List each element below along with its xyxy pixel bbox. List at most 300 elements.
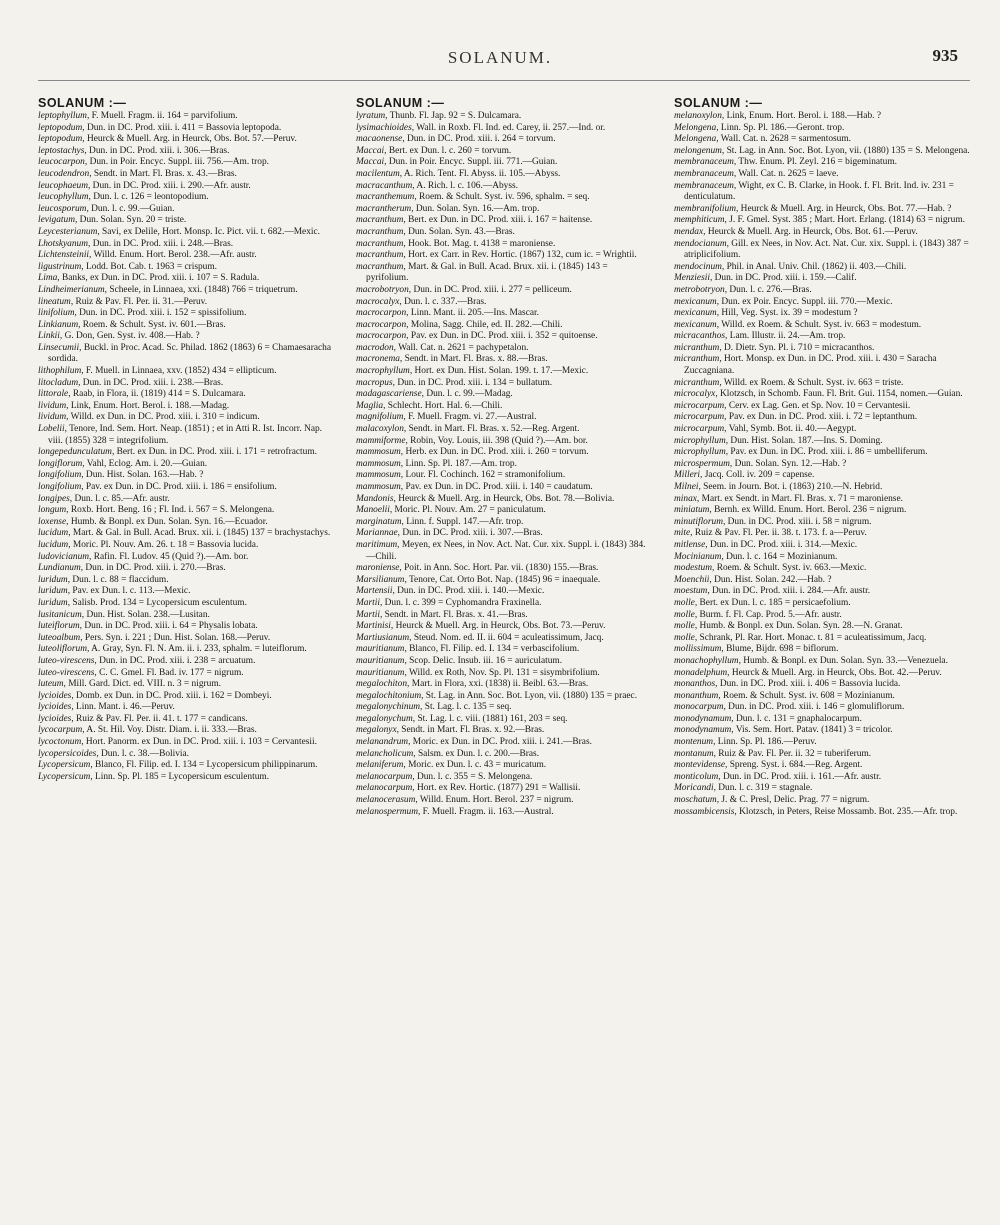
taxon-name: megalonychinum	[356, 702, 421, 713]
taxon-name: Menziesii	[674, 273, 710, 284]
index-entry: lycopersicoides, Dun. l. c. 38.—Bolivia.	[38, 748, 190, 759]
index-entry: madagascariense, Dun. l. c. 99.—Madag.	[356, 389, 513, 400]
index-entry: membranaceum, Wall. Cat. n. 2625 = laeve.	[674, 168, 839, 179]
taxon-name: lineatum	[38, 296, 71, 307]
index-entry: membranifolium, Heurck & Muell. Arg. in Heurck, Obs. Bot. 77.—Hab. ?	[674, 203, 952, 214]
index-entry: membranaceum, Wight, ex C. B. Clarke, in Hook. f. Fl. Brit. Ind. iv. 231 = denticulatum.	[674, 180, 954, 203]
taxon-name: macranthum	[356, 261, 404, 272]
taxon-name: melaniferum	[356, 760, 404, 771]
taxon-name: melanocarpum	[356, 783, 413, 794]
taxon-name: Lhotskyanum	[38, 238, 88, 249]
taxon-name: maritimum	[356, 539, 398, 550]
index-entry: lycocarpum, A. St. Hil. Voy. Distr. Diam. i. ii. 333.—Bras.	[38, 725, 257, 736]
taxon-name: macranthum	[356, 238, 404, 249]
taxon-name: Moricandi	[674, 783, 714, 794]
index-entry: minax, Mart. ex Sendt. in Mart. Fl. Bras. x. 71 = maroniense.	[674, 493, 903, 504]
index-entry: monocarpum, Dun. in DC. Prod. xiii. i. 146 = glomuliflorum.	[674, 702, 905, 713]
taxon-name: megalonyx	[356, 725, 397, 736]
index-entry: Maglia, Schlecht. Hort. Hal. 6.—Chili.	[356, 400, 503, 411]
column-2	[356, 96, 652, 1196]
index-entry: melancholicum, Salsm. ex Dun. l. c. 200.—Bras.	[356, 748, 540, 759]
index-entry: monadelphum, Heurck & Muell. Arg. in Heurck, Obs. Bot. 42.—Peruv.	[674, 667, 942, 678]
index-entry: luridum, Salisb. Prod. 134 = Lycopersicum esculentum.	[38, 597, 247, 608]
taxon-name: mitlense	[674, 539, 706, 550]
taxon-name: Milleri	[674, 470, 701, 481]
taxon-name: malacoxylon	[356, 424, 404, 435]
taxon-name: Maglia	[356, 400, 384, 411]
taxon-name: macropus	[356, 377, 393, 388]
taxon-name: mammosum	[356, 470, 401, 481]
index-entry: Linkii, G. Don, Gen. Syst. iv. 408.—Hab. ?	[38, 331, 200, 342]
index-entry: mammosum, Herb. ex Dun. in DC. Prod. xiii. i. 260 = torvum.	[356, 447, 589, 458]
entry-list	[674, 111, 970, 818]
index-entry: monachophyllum, Humb. & Bonpl. ex Dun. Solan. Syn. 33.—Venezuela.	[674, 655, 948, 666]
taxon-name: luteo-virescens	[38, 655, 95, 666]
taxon-name: Martinisi	[356, 621, 391, 632]
taxon-name: longifolium	[38, 470, 82, 481]
taxon-name: Maccai	[356, 145, 385, 156]
taxon-name: lucidum	[38, 528, 69, 539]
taxon-name: miniatum	[674, 505, 710, 516]
index-entry: lucidum, Moric. Pl. Nouv. Am. 26. t. 18 = Bassovia lucida.	[38, 539, 259, 550]
taxon-name: Linkianum	[38, 319, 79, 330]
page-number: 935	[932, 46, 958, 65]
index-entry: Maccai, Bert. ex Dun. l. c. 260 = torvum.	[356, 145, 512, 156]
taxon-name: Melongena	[674, 134, 717, 145]
taxon-name: lithophilum	[38, 366, 82, 377]
index-entry: microphyllum, Dun. Hist. Solan. 187.—Ins. S. Doming.	[674, 435, 883, 446]
taxon-name: luteiflorum	[38, 621, 80, 632]
taxon-name: leptopodum	[38, 122, 83, 133]
taxon-name: minutiflorum	[674, 516, 723, 527]
taxon-name: maroniense	[356, 563, 400, 574]
taxon-name: mauritianum	[356, 655, 405, 666]
taxon-name: modestum	[674, 563, 713, 574]
taxon-name: Lobelii	[38, 424, 65, 435]
index-entry: Marsilianum, Tenore, Cat. Orto Bot. Nap. (1845) 96 = inaequale.	[356, 574, 601, 585]
index-entry: microcarpum, Vahl, Symb. Bot. ii. 40.—Aegypt.	[674, 424, 857, 435]
index-entry: Melongena, Linn. Sp. Pl. 186.—Geront. trop.	[674, 122, 845, 133]
index-entry: micracanthos, Lam. Illustr. ii. 24.—Am. trop.	[674, 331, 846, 342]
index-entry: macaonense, Dun. in DC. Prod. xiii. i. 264 = torvum.	[356, 134, 556, 145]
index-entry: luridum, Dun. l. c. 88 = flaccidum.	[38, 574, 169, 585]
index-entry: lucidum, Mart. & Gal. in Bull. Acad. Brux. xii. i. (1845) 137 = brachystachys.	[38, 528, 331, 539]
taxon-name: lyratum	[356, 111, 386, 121]
index-entry: leptopodum, Dun. in DC. Prod. xiii. i. 411 = Bassovia leptopoda.	[38, 122, 282, 133]
index-entry: Linkianum, Roem. & Schult. Syst. iv. 601.—Bras.	[38, 319, 226, 330]
index-entry: luteo-virescens, Dun. in DC. Prod. xiii. i. 238 = arcuatum.	[38, 655, 256, 666]
index-entry: marginatum, Linn. f. Suppl. 147.—Afr. trop.	[356, 516, 524, 527]
taxon-name: luridum	[38, 586, 68, 597]
index-entry: macranthum, Dun. Solan. Syn. 43.—Bras.	[356, 226, 515, 237]
index-entry: longifolium, Dun. Hist. Solan. 163.—Hab. ?	[38, 470, 204, 481]
taxon-name: moestum	[674, 586, 708, 597]
index-entry: melanoxylon, Link, Enum. Hort. Berol. i. 188.—Hab. ?	[674, 111, 881, 121]
taxon-name: molle	[674, 609, 695, 620]
taxon-name: linifolium	[38, 308, 75, 319]
index-entry: loxense, Humb. & Bonpl. ex Dun. Solan. Syn. 16.—Ecuador.	[38, 516, 268, 527]
index-entry: moestum, Dun. in DC. Prod. xiii. i. 284.—Afr. austr.	[674, 586, 871, 597]
taxon-name: magnifolium	[356, 412, 404, 423]
taxon-name: Leycesterianum	[38, 226, 98, 237]
taxon-name: megalonychum	[356, 713, 413, 724]
index-entry: miniatum, Bernh. ex Willd. Enum. Hort. Berol. 236 = nigrum.	[674, 505, 907, 516]
index-entry: monodynamum, Vis. Sem. Hort. Patav. (1841) 3 = tricolor.	[674, 725, 893, 736]
index-entry: mexicanum, Dun. ex Poir. Encyc. Suppl. iii. 770.—Mexic.	[674, 296, 893, 307]
taxon-name: monachophyllum	[674, 655, 739, 666]
index-entry: Manoelii, Moric. Pl. Nouv. Am. 27 = paniculatum.	[356, 505, 546, 516]
index-entry: Milnei, Seem. in Journ. Bot. i. (1863) 210.—N. Hebrid.	[674, 482, 883, 492]
taxon-name: lycoctonum	[38, 737, 82, 748]
index-entry: mammosum, Lour. Fl. Cochinch. 162 = stramonifolium.	[356, 470, 566, 481]
taxon-name: macrocarpon	[356, 319, 407, 330]
index-entry: leucosporum, Dun. l. c. 99.—Guian.	[38, 203, 175, 214]
index-entry: monanthos, Dun. in DC. Prod. xiii. i. 406 = Bassovia lucida.	[674, 679, 901, 690]
taxon-name: leucophaeum	[38, 180, 88, 191]
taxon-name: monocarpum	[674, 702, 724, 713]
index-entry: microphyllum, Pav. ex Dun. in DC. Prod. xiii. i. 86 = umbelliferum.	[674, 447, 928, 458]
taxon-name: microcalyx	[674, 389, 716, 400]
index-entry: Mocinianum, Dun. l. c. 164 = Mozinianum.	[674, 551, 838, 562]
index-entry: Lima, Banks, ex Dun. in DC. Prod. xiii. i. 107 = S. Radula.	[38, 273, 260, 284]
index-entry: mauritianum, Blanco, Fl. Filip. ed. I. 134 = verbascifolium.	[356, 644, 580, 655]
index-entry: lyratum, Thunb. Fl. Jap. 92 = S. Dulcamara.	[356, 111, 522, 121]
taxon-name: Marsilianum	[356, 574, 405, 585]
taxon-name: memphiticum	[674, 215, 725, 226]
index-entry: Mariannae, Dun. in DC. Prod. xiii. i. 307.—Bras.	[356, 528, 543, 539]
index-entry: Martii, Sendt. in Mart. Fl. Bras. x. 41.—Bras.	[356, 609, 528, 620]
taxon-name: Moenchii	[674, 574, 710, 585]
taxon-name: microcarpum	[674, 424, 725, 435]
taxon-name: mexicanum	[674, 319, 717, 330]
taxon-name: mammosum	[356, 482, 401, 492]
taxon-name: metrobotryon	[674, 284, 725, 295]
taxon-name: luteum	[38, 679, 64, 690]
taxon-name: marginatum	[356, 516, 402, 527]
index-entry: molle, Schrank, Pl. Rar. Hort. Monac. t. 81 = aculeatissimum, Jacq.	[674, 632, 927, 643]
index-entry: megalonychinum, St. Lag. l. c. 135 = seq.	[356, 702, 512, 713]
index-entry: macranthum, Hook. Bot. Mag. t. 4138 = maroniense.	[356, 238, 556, 249]
taxon-name: molle	[674, 597, 695, 608]
index-entry: mendocianum, Gill. ex Nees, in Nov. Act. Nat. Cur. xix. Suppl. i. (1843) 387 = atriplicifolium.	[674, 238, 969, 261]
index-entry: mammosum, Pav. ex Dun. in DC. Prod. xiii. i. 140 = caudatum.	[356, 482, 593, 492]
taxon-name: micranthum	[674, 342, 720, 353]
index-entry: mauritianum, Scop. Delic. Insub. iii. 16 = auriculatum.	[356, 655, 563, 666]
taxon-name: mammosum	[356, 447, 401, 458]
index-entry: lycioides, Ruiz & Pav. Fl. Per. ii. 41. t. 177 = candicans.	[38, 713, 248, 724]
taxon-name: mauritianum	[356, 644, 405, 655]
taxon-name: leucocarpon	[38, 157, 85, 168]
index-entry: macrocarpon, Linn. Mant. ii. 205.—Ins. Mascar.	[356, 308, 539, 319]
index-entry: metrobotryon, Dun. l. c. 276.—Bras.	[674, 284, 812, 295]
index-entry: leptopodum, Heurck & Muell. Arg. in Heurck, Obs. Bot. 57.—Peruv.	[38, 134, 297, 145]
index-entry: lycoctonum, Hort. Panorm. ex Dun. in DC. Prod. xiii. i. 103 = Cervantesii.	[38, 737, 317, 748]
taxon-name: macrophyllum	[356, 366, 410, 377]
taxon-name: micranthum	[674, 354, 720, 365]
index-entry: macropus, Dun. in DC. Prod. xiii. i. 134 = bullatum.	[356, 377, 553, 388]
taxon-name: mendocinum	[674, 261, 722, 272]
index-entry: luridum, Pav. ex Dun. l. c. 113.—Mexic.	[38, 586, 191, 597]
taxon-name: lycioides	[38, 690, 72, 701]
index-entry: mexicanum, Hill, Veg. Syst. ix. 39 = modestum ?	[674, 308, 858, 319]
index-entry: Mandonis, Heurck & Muell. Arg. in Heurck, Obs. Bot. 78.—Bolivia.	[356, 493, 615, 504]
index-entry: Lhotskyanum, Dun. in DC. Prod. xiii. i. 248.—Bras.	[38, 238, 234, 249]
taxon-name: montenum	[674, 737, 714, 748]
index-entry: macrantherum, Dun. Solan. Syn. 16.—Am. trop.	[356, 203, 540, 214]
taxon-name: Lindheimerianum	[38, 284, 105, 295]
index-entry: macranthum, Hort. ex Carr. in Rev. Hortic. (1867) 132, cum ic. = Wrightii.	[356, 250, 637, 261]
taxon-name: lycocarpum	[38, 725, 83, 736]
index-entry: luteoalbum, Pers. Syn. i. 221 ; Dun. Hist. Solan. 168.—Peruv.	[38, 632, 271, 643]
index-entry: Lundianum, Dun. in DC. Prod. xiii. i. 270.—Bras.	[38, 563, 226, 574]
column-heading: SOLANUM :—	[674, 96, 763, 110]
index-entry: macranthemum, Roem. & Schult. Syst. iv. 596, sphalm. = seq.	[356, 192, 590, 203]
taxon-name: monticolum	[674, 771, 719, 782]
index-entry: megalonyx, Sendt. in Mart. Fl. Bras. x. 92.—Bras.	[356, 725, 545, 736]
taxon-name: luridum	[38, 597, 68, 608]
taxon-name: macronema	[356, 354, 400, 365]
index-entry: molle, Burm. f. Fl. Cap. Prod. 5.—Afr. austr.	[674, 609, 842, 620]
index-entry: mammiforme, Robin, Voy. Louis, iii. 398 (Quid ?).—Am. bor.	[356, 435, 588, 446]
index-entry: Leycesterianum, Savi, ex Delile, Hort. Monsp. Ic. Pict. vii. t. 682.—Mexic.	[38, 226, 320, 237]
index-entry: micranthum, Hort. Monsp. ex Dun. in DC. Prod. xiii. i. 430 = Saracha Zuccagniana.	[674, 354, 937, 377]
taxon-name: mendax	[674, 226, 704, 237]
running-title: SOLANUM.	[447, 48, 553, 67]
taxon-name: leucodendron	[38, 168, 90, 179]
taxon-name: leucosporum	[38, 203, 87, 214]
taxon-name: leucophyllum	[38, 192, 89, 203]
index-entry: Menziesii, Dun. in DC. Prod. xiii. i. 159.—Calif.	[674, 273, 857, 284]
index-entry: microspermum, Dun. Solan. Syn. 12.—Hab. ?	[674, 458, 847, 469]
index-entry: luteum, Mill. Gard. Dict. ed. VIII. n. 3 = nigrum.	[38, 679, 221, 690]
taxon-name: megalochitonium	[356, 690, 422, 701]
taxon-name: mexicanum	[674, 296, 717, 307]
taxon-name: monanthum	[674, 690, 719, 701]
index-entry: longifolium, Pav. ex Dun. in DC. Prod. xiii. i. 186 = ensifolium.	[38, 482, 277, 492]
taxon-name: microcarpum	[674, 400, 725, 411]
taxon-name: micranthum	[674, 377, 720, 388]
column-1	[38, 96, 334, 1196]
index-entry: mitlense, Dun. in DC. Prod. xiii. i. 314.—Mexic.	[674, 539, 858, 550]
column-3	[674, 96, 970, 1196]
taxon-name: monodynamum	[674, 725, 732, 736]
taxon-name: luteoliflorum	[38, 644, 87, 655]
index-entry: megalonychum, St. Lag. l. c. viii. (1881) 161, 203 = seq.	[356, 713, 568, 724]
index-entry: luteiflorum, Dun. in DC. Prod. xiii. i. 64 = Physalis lobata.	[38, 621, 258, 632]
taxon-name: Martensii	[356, 586, 393, 597]
taxon-name: ligustrinum	[38, 261, 82, 272]
taxon-name: litocladum	[38, 377, 79, 388]
index-entry: modestum, Roem. & Schult. Syst. iv. 663.—Mexic.	[674, 563, 867, 574]
index-entry: lividum, Link, Enum. Hort. Berol. i. 188.—Madag.	[38, 400, 230, 411]
index-entry: lineatum, Ruiz & Pav. Fl. Per. ii. 31.—Peruv.	[38, 296, 208, 307]
index-entry: Lichtensteinii, Willd. Enum. Hort. Berol. 238.—Afr. austr.	[38, 250, 257, 261]
taxon-name: minax	[674, 493, 697, 504]
index-entry: litocladum, Dun. in DC. Prod. xiii. i. 238.—Bras.	[38, 377, 224, 388]
taxon-name: Martiusianum	[356, 632, 410, 643]
taxon-name: micracanthos	[674, 331, 726, 342]
index-entry: monodynamum, Dun. l. c. 131 = gnaphalocarpum.	[674, 713, 862, 724]
taxon-name: mexicanum	[674, 308, 717, 319]
index-entry: Moricandi, Dun. l. c. 319 = stagnale.	[674, 783, 813, 794]
taxon-name: leptophyllum	[38, 111, 87, 121]
index-entry: mendax, Heurck & Muell. Arg. in Heurck, Obs. Bot. 61.—Peruv.	[674, 226, 918, 237]
taxon-name: macrocarpon	[356, 308, 407, 319]
index-entry: megalochiton, Mart. in Flora, xxi. (1838) ii. Beibl. 63.—Bras.	[356, 679, 589, 690]
taxon-name: molle	[674, 621, 695, 632]
index-entry: macilentum, A. Rich. Tent. Fl. Abyss. ii. 105.—Abyss.	[356, 168, 561, 179]
taxon-name: levigatum	[38, 215, 75, 226]
taxon-name: macaonense	[356, 134, 403, 145]
taxon-name: littorale	[38, 389, 69, 400]
index-entry: molle, Humb. & Bonpl. ex Dun. Solan. Syn. 28.—N. Granat.	[674, 621, 903, 632]
taxon-name: luteo-virescens	[38, 667, 95, 678]
taxon-name: membranifolium	[674, 203, 736, 214]
taxon-name: macrantherum	[356, 203, 412, 214]
taxon-name: ludovicianum	[38, 551, 90, 562]
taxon-name: macranthemum	[356, 192, 415, 203]
taxon-name: Maccai	[356, 157, 385, 168]
index-entry: monticolum, Dun. in DC. Prod. xiii. i. 161.—Afr. austr.	[674, 771, 882, 782]
index-entry: lycioides, Domb. ex Dun. in DC. Prod. xiii. i. 162 = Dombeyi.	[38, 690, 272, 701]
index-entry: melanocerasum, Willd. Enum. Hort. Berol. 237 = nigrum.	[356, 795, 574, 806]
taxon-name: lycioides	[38, 702, 72, 713]
index-entry: maroniense, Poit. in Ann. Soc. Hort. Par. vii. (1830) 155.—Bras.	[356, 563, 599, 574]
taxon-name: melanandrum	[356, 737, 409, 748]
taxon-name: Manoelii	[356, 505, 390, 516]
index-entry: levigatum, Dun. Solan. Syn. 20 = triste.	[38, 215, 187, 226]
index-entry: macrocalyx, Dun. l. c. 337.—Bras.	[356, 296, 487, 307]
index-entry: montevidense, Spreng. Syst. i. 684.—Reg. Argent.	[674, 760, 863, 771]
index-entry: microcarpum, Pav. ex Dun. in DC. Prod. xiii. i. 72 = leptanthum.	[674, 412, 918, 423]
index-entry: ligustrinum, Lodd. Bot. Cab. t. 1963 = crispum.	[38, 261, 217, 272]
index-entry: macrocarpon, Pav. ex Dun. in DC. Prod. xiii. i. 352 = quitoense.	[356, 331, 598, 342]
taxon-name: macranthum	[356, 226, 404, 237]
taxon-name: membranaceum	[674, 157, 734, 168]
entry-list	[356, 111, 652, 818]
index-entry: megalochitonium, St. Lag. in Ann. Soc. Bot. Lyon, vii. (1880) 135 = praec.	[356, 690, 638, 701]
taxon-name: loxense	[38, 516, 67, 527]
taxon-name: lucidum	[38, 539, 69, 550]
index-entry: leptophyllum, F. Muell. Fragm. ii. 164 = parvifolium.	[38, 111, 238, 121]
index-entry: Lycopersicum, Linn. Sp. Pl. 185 = Lycopersicum esculentum.	[38, 771, 270, 782]
taxon-name: mauritianum	[356, 667, 405, 678]
index-entry: Martinisi, Heurck & Muell. Arg. in Heurck, Obs. Bot. 73.—Peruv.	[356, 621, 606, 632]
index-entry: mollissimum, Blume, Bijdr. 698 = biflorum.	[674, 644, 839, 655]
taxon-name: melongenum	[674, 145, 722, 156]
taxon-name: luridum	[38, 574, 68, 585]
taxon-name: megalochiton	[356, 679, 408, 690]
index-entry: macrocarpon, Molina, Sagg. Chile, ed. II. 282.—Chili.	[356, 319, 563, 330]
index-entry: macranthum, Bert. ex Dun. in DC. Prod. xiii. i. 167 = haitense.	[356, 215, 593, 226]
index-entry: leptostachys, Dun. in DC. Prod. xiii. i. 306.—Bras.	[38, 145, 230, 156]
taxon-name: Lycopersicum	[38, 771, 91, 782]
index-entry: melaniferum, Moric. ex Dun. l. c. 43 = muricatum.	[356, 760, 547, 771]
taxon-name: montanum	[674, 748, 714, 759]
index-entry: Martii, Dun. l. c. 399 = Cyphomandra Fraxinella.	[356, 597, 542, 608]
index-entry: monanthum, Roem. & Schult. Syst. iv. 608 = Mozinianum.	[674, 690, 895, 701]
taxon-name: macranthum	[356, 250, 404, 261]
taxon-name: macracanthum	[356, 180, 413, 191]
taxon-name: macrobotryon	[356, 284, 409, 295]
index-entry: mossambicensis, Klotzsch, in Peters, Reise Mossamb. Bot. 235.—Afr. trop.	[674, 806, 958, 817]
taxon-name: Lima	[38, 273, 58, 284]
index-entry: melongenum, St. Lag. in Ann. Soc. Bot. Lyon, vii. (1880) 135 = S. Melongena.	[674, 145, 970, 156]
index-entry: leucophyllum, Dun. l. c. 126 = leontopodium.	[38, 192, 209, 203]
index-entry: mendocinum, Phil. in Anal. Univ. Chil. (1862) ii. 403.—Chili.	[674, 261, 907, 272]
taxon-name: mammosum	[356, 458, 401, 469]
taxon-name: Lycopersicum	[38, 760, 91, 771]
index-entry: longepedunculatum, Bert. ex Dun. in DC. Prod. xiii. i. 171 = retrofractum.	[38, 447, 317, 458]
index-entry: maritimum, Meyen, ex Nees, in Nov. Act. Nat. Cur. xix. Suppl. i. (1843) 384.—Chili.	[356, 539, 646, 562]
index-entry: microcarpum, Cerv. ex Lag. Gen. et Sp. Nov. 10 = Cervantesii.	[674, 400, 911, 411]
taxon-name: longipes	[38, 493, 70, 504]
index-entry: Milleri, Jacq. Coll. iv. 209 = capense.	[674, 470, 815, 481]
index-entry: macranthum, Mart. & Gal. in Bull. Acad. Brux. xii. i. (1845) 143 = pyrifolium.	[356, 261, 608, 284]
index-entry: moschatum, J. & C. Presl, Delic. Prag. 77 = nigrum.	[674, 795, 870, 806]
index-entry: ludovicianum, Rafin. Fl. Ludov. 45 (Quid ?).—Am. bor.	[38, 551, 249, 562]
taxon-name: melancholicum	[356, 748, 414, 759]
index-entry: mauritianum, Willd. ex Roth, Nov. Sp. Pl. 131 = sisymbrifolium.	[356, 667, 600, 678]
index-entry: leucocarpon, Dun. in Poir. Encyc. Suppl. iii. 756.—Am. trop.	[38, 157, 269, 168]
index-entry: leucophaeum, Dun. in DC. Prod. xiii. i. 290.—Afr. austr.	[38, 180, 251, 191]
taxon-name: longiflorum	[38, 458, 83, 469]
taxon-name: mollissimum	[674, 644, 722, 655]
taxon-name: lycopersicoides	[38, 748, 97, 759]
index-entry: melanospermum, F. Muell. Fragm. ii. 163.—Austral.	[356, 806, 554, 817]
index-entry: mammosum, Linn. Sp. Pl. 187.—Am. trop.	[356, 458, 517, 469]
index-entry: memphiticum, J. F. Gmel. Syst. 385 ; Mart. Hort. Erlang. (1814) 63 = nigrum.	[674, 215, 965, 226]
taxon-name: longifolium	[38, 482, 82, 492]
index-entry: macrophyllum, Hort. ex Dun. Hist. Solan. 199. t. 17.—Mexic.	[356, 366, 589, 377]
index-entry: membranaceum, Thw. Enum. Pl. Zeyl. 216 = bigeminatum.	[674, 157, 897, 168]
index-entry: Martiusianum, Steud. Nom. ed. II. ii. 604 = aculeatissimum, Jacq.	[356, 632, 604, 643]
column-heading: SOLANUM :—	[38, 96, 127, 110]
taxon-name: melanocerasum	[356, 795, 416, 806]
index-entry: montanum, Ruiz & Pav. Fl. Per. ii. 32 = tuberiferum.	[674, 748, 872, 759]
index-entry: melanocarpum, Hort. ex Rev. Hortic. (1877) 291 = Wallisii.	[356, 783, 581, 794]
index-entry: Lycopersicum, Blanco, Fl. Filip. ed. I. 134 = Lycopersicum philippinarum.	[38, 760, 318, 771]
taxon-name: melanospermum	[356, 806, 418, 817]
taxon-name: Martii	[356, 597, 380, 608]
index-entry: Lindheimerianum, Scheele, in Linnaea, xxi. (1848) 766 = triquetrum.	[38, 284, 298, 295]
column-heading: SOLANUM :—	[356, 96, 445, 110]
index-entry: melanandrum, Moric. ex Dun. in DC. Prod. xiii. i. 241.—Bras.	[356, 737, 592, 748]
index-entry: Linsecumii, Buckl. in Proc. Acad. Sc. Philad. 1862 (1863) 6 = Chamaesaracha sordida.	[38, 342, 332, 365]
index-entry: luteoliflorum, A. Gray, Syn. Fl. N. Am. ii. i. 233, sphalm. = luteiflorum.	[38, 644, 307, 655]
taxon-name: mammiforme	[356, 435, 406, 446]
index-entry: lysimachioides, Wall. in Roxb. Fl. Ind. ed. Carey, ii. 257.—Ind. or.	[356, 122, 606, 133]
taxon-name: montevidense	[674, 760, 726, 771]
taxon-name: Mocinianum	[674, 551, 722, 562]
index-entry: lithophilum, F. Muell. in Linnaea, xxv. (1852) 434 = ellipticum.	[38, 366, 277, 377]
taxon-name: madagascariense	[356, 389, 422, 400]
taxon-name: lysimachioides	[356, 122, 412, 133]
index-entry: macrobotryon, Dun. in DC. Prod. xiii. i. 277 = pelliceum.	[356, 284, 572, 295]
index-entry: Moenchii, Dun. Hist. Solan. 242.—Hab. ?	[674, 574, 832, 585]
index-entry: linifolium, Dun. in DC. Prod. xiii. i. 152 = spissifolium.	[38, 308, 247, 319]
index-entry: malacoxylon, Sendt. in Mart. Fl. Bras. x. 52.—Reg. Argent.	[356, 424, 580, 435]
taxon-name: membranaceum	[674, 168, 734, 179]
index-entry: Melongena, Wall. Cat. n. 2628 = sarmentosum.	[674, 134, 852, 145]
taxon-name: microphyllum	[674, 447, 726, 458]
taxon-name: Linkii	[38, 331, 60, 342]
taxon-name: macrocarpon	[356, 331, 407, 342]
index-entry: montenum, Linn. Sp. Pl. 186.—Peruv.	[674, 737, 817, 748]
taxon-name: lycioides	[38, 713, 72, 724]
taxon-name: Mariannae	[356, 528, 398, 539]
index-entry: macronema, Sendt. in Mart. Fl. Bras. x. 88.—Bras.	[356, 354, 548, 365]
